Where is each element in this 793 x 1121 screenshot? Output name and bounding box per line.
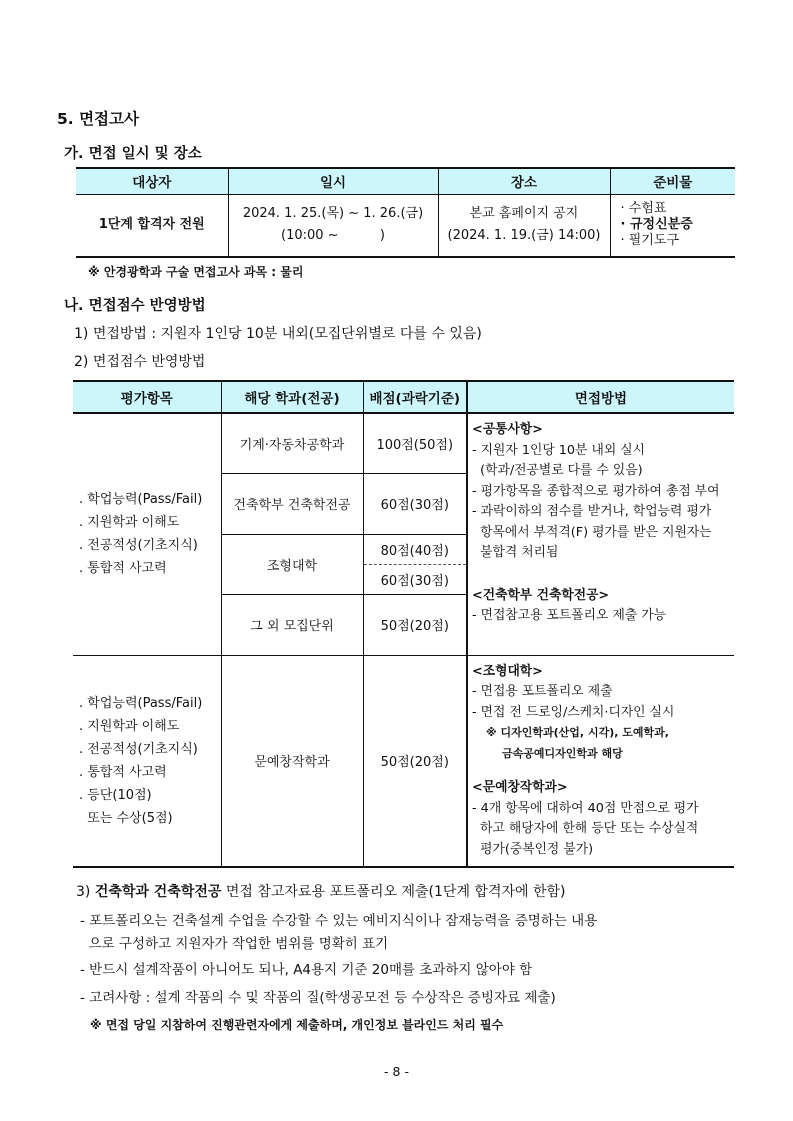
method-block-2 bbox=[467, 655, 734, 867]
eval-item: . 지원학과 이해도 bbox=[79, 515, 180, 531]
place-line1: 본교 홈페이지 공지 bbox=[469, 206, 579, 222]
eval-item: . 지원학과 이해도 bbox=[79, 718, 180, 734]
method-line-1: 1) 면접방법 : 지원자 1인당 10분 내외(모집단위별로 다를 수 있음) bbox=[74, 326, 482, 342]
method-line: (학과/전공별로 다를 수 있음) bbox=[472, 463, 643, 478]
header-method: 면접방법 bbox=[467, 381, 734, 413]
portfolio-line-2: - 반드시 설계작품이 아니어도 되나, A4용지 기준 20매를 초과하지 않아야 함 bbox=[80, 962, 533, 978]
schedule-table bbox=[76, 167, 735, 258]
portfolio-heading bbox=[76, 881, 565, 901]
method-line: - 면접 전 드로잉/스케치·디자인 실시 bbox=[472, 704, 675, 720]
eval-item: . 전공적성(기초지식) bbox=[79, 538, 198, 554]
target-cell: 1단계 합격자 전원 bbox=[98, 217, 205, 233]
header-score: 배점(과락기준) bbox=[363, 381, 467, 413]
dept-mech: 기계·자동차공학과 bbox=[221, 413, 363, 473]
place-line2: (2024. 1. 19.(금) 14:00) bbox=[447, 228, 601, 244]
portfolio-rest: 면접 참고자료용 포트폴리오 제출(1단계 합격자에 한함) bbox=[221, 884, 566, 900]
header-date: 일시 bbox=[228, 168, 438, 194]
portfolio-line-1b: 으로 구성하고 지원자가 작업한 범위를 명확히 표기 bbox=[80, 936, 389, 952]
common-title: <공통사항> bbox=[472, 422, 543, 437]
item-pen: · 필기도구 bbox=[620, 233, 679, 249]
header-items: 준비물 bbox=[610, 168, 735, 194]
portfolio-note: ※ 면접 당일 지참하여 진행관련자에게 제출하며, 개인정보 블라인드 처리 필수 bbox=[90, 1018, 504, 1032]
items-cell bbox=[610, 194, 735, 257]
score-header-row bbox=[73, 381, 734, 413]
subsection-schedule-title: 가. 면접 일시 및 장소 bbox=[64, 146, 202, 162]
eval-item: . 학업능력(Pass/Fail) bbox=[79, 695, 203, 711]
schedule-header-row bbox=[76, 168, 735, 194]
place-cell bbox=[438, 194, 610, 257]
table-row bbox=[73, 413, 734, 473]
score-mech: 100점(50점) bbox=[363, 413, 467, 473]
item-exam-ticket: · 수험표 bbox=[620, 201, 667, 217]
method-block-1 bbox=[467, 413, 734, 655]
eval-group-1 bbox=[73, 413, 221, 655]
date-cell bbox=[228, 194, 438, 257]
score-arch: 60점(30점) bbox=[363, 473, 467, 534]
dept-design: 조형대학 bbox=[221, 534, 363, 594]
subsection-score-title: 나. 면접점수 반영방법 bbox=[64, 298, 206, 314]
method-line: 항목에서 부적격(F) 평가를 받은 지원자는 bbox=[472, 524, 712, 540]
design-note: ※ 디자인학과(산업, 시각), 도예학과, bbox=[486, 726, 669, 739]
method-line: - 4개 항목에 대하여 40점 만점으로 평가 bbox=[472, 800, 699, 816]
header-dept: 해당 학과(전공) bbox=[221, 381, 363, 413]
method-line: - 면접용 포트폴리오 제출 bbox=[472, 684, 613, 699]
eval-item: . 통합적 사고력 bbox=[79, 764, 167, 780]
score-lit: 50점(20점) bbox=[363, 655, 467, 867]
section-title: 5. 면접고사 bbox=[57, 110, 139, 128]
score-design-1: 80점(40점) bbox=[363, 534, 467, 564]
portfolio-line-3: - 고려사항 : 설계 작품의 수 및 작품의 질(학생공모전 등 수상작은 증빙자료 제출) bbox=[80, 990, 556, 1006]
eval-item: . 전공적성(기초지식) bbox=[79, 741, 198, 757]
note-optics: ※ 안경광학과 구술 면접고사 과목 : 물리 bbox=[88, 265, 304, 279]
table-row bbox=[73, 655, 734, 867]
item-id-card: · 규정신분증 bbox=[620, 217, 693, 233]
method-line: 평가(중복인정 불가) bbox=[472, 841, 594, 857]
design-title: <조형대학> bbox=[472, 663, 543, 679]
header-place: 장소 bbox=[438, 168, 610, 194]
method-line: 하고 해당자에 한해 등단 또는 수상실적 bbox=[472, 821, 699, 836]
schedule-row bbox=[76, 194, 735, 257]
eval-item: . 학업능력(Pass/Fail) bbox=[79, 492, 203, 508]
page-number: - 8 - bbox=[384, 1064, 409, 1079]
arch-title: <건축학부 건축학전공> bbox=[472, 587, 610, 603]
portfolio-dept: 건축학과 건축학전공 bbox=[94, 884, 222, 900]
score-design-2: 60점(30점) bbox=[363, 564, 467, 594]
score-other: 50점(20점) bbox=[363, 594, 467, 655]
method-line: - 지원자 1인당 10분 내외 실시 bbox=[472, 442, 645, 458]
method-line: 불합격 처리됨 bbox=[472, 545, 559, 560]
date-line2: (10:00 ~ ) bbox=[281, 228, 385, 244]
eval-item: 또는 수상(5점) bbox=[79, 810, 173, 826]
date-line1: 2024. 1. 25.(목) ~ 1. 26.(금) bbox=[242, 206, 424, 222]
portfolio-line-1: - 포트폴리오는 건축설계 수업을 수강할 수 있는 예비지식이나 잠재능력을 증명하는 내용 bbox=[80, 913, 598, 929]
score-table bbox=[73, 380, 734, 868]
header-target: 대상자 bbox=[76, 168, 228, 194]
header-eval: 평가항목 bbox=[73, 381, 221, 413]
eval-item: . 통합적 사고력 bbox=[79, 561, 167, 577]
method-line-2: 2) 면접점수 반영방법 bbox=[74, 354, 206, 370]
dept-arch: 건축학부 건축학전공 bbox=[221, 473, 363, 534]
portfolio-prefix: 3) bbox=[76, 884, 95, 900]
method-line: - 과락이하의 점수를 받거나, 학업능력 평가 bbox=[472, 504, 712, 519]
eval-item: . 등단(10점) bbox=[79, 787, 152, 803]
lit-title: <문예창작학과> bbox=[472, 780, 568, 795]
method-line: - 평가항목을 종합적으로 평가하여 총점 부여 bbox=[472, 483, 720, 499]
method-line: - 면접참고용 포트폴리오 제출 가능 bbox=[472, 608, 666, 623]
dept-lit: 문예창작학과 bbox=[221, 655, 363, 867]
dept-other: 그 외 모집단위 bbox=[221, 594, 363, 655]
eval-group-2 bbox=[73, 655, 221, 867]
design-note: 금속공예디자인학과 해당 bbox=[502, 746, 623, 760]
